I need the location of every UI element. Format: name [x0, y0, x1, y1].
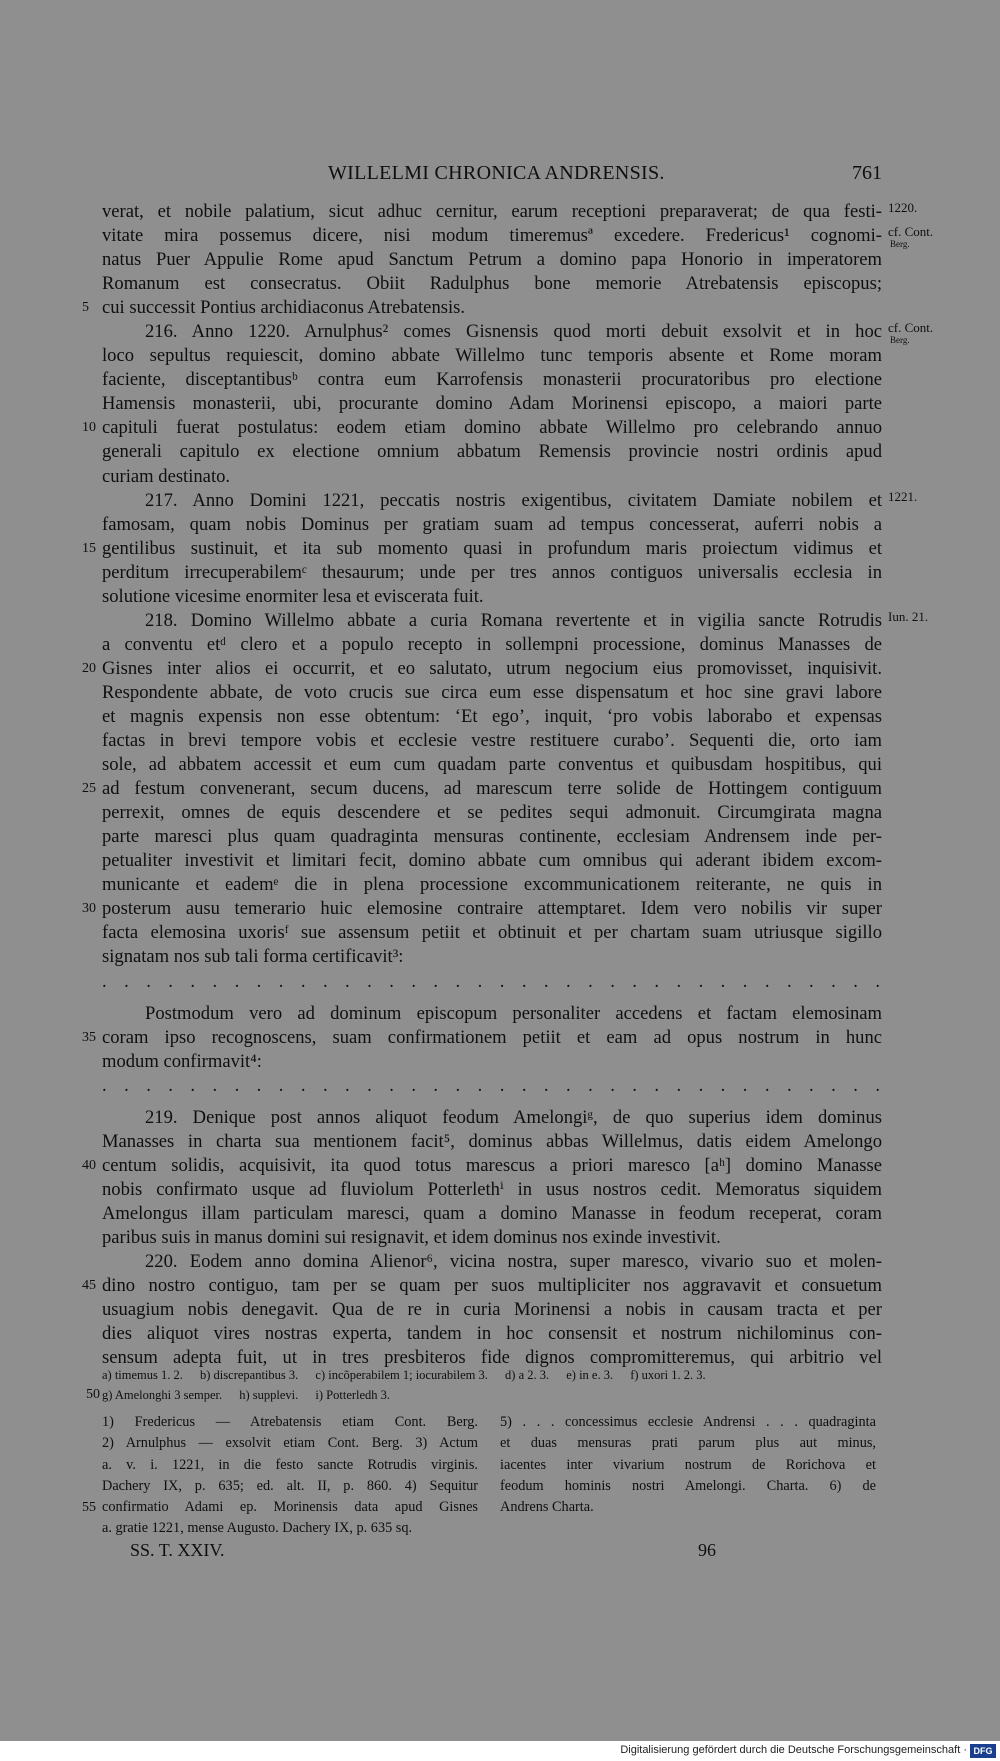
text-line: Manasses in charta sua mentionem facit⁵, dominus abbas Willelmus, datis eidem Amelongo — [102, 1130, 882, 1152]
line-number: 30 — [82, 901, 96, 917]
main-text — [82, 200, 934, 1370]
sheet-number: 96 — [698, 1540, 716, 1560]
margin-year: 1221. — [888, 488, 918, 504]
text-line: Amelongus illam particulam maresci, quam a domino Manasse in feodum receperat, coram — [102, 1202, 882, 1224]
note-line: 5) . . . concessimus ecclesie Andrensi . . . quadraginta — [500, 1414, 876, 1430]
apparatus-note: h) supplevi. — [239, 1388, 299, 1402]
text-line: Postmodum vero ad dominum episcopum personaliter accedens et factam elemosinam — [145, 1002, 882, 1024]
funding-footer — [0, 1741, 1000, 1761]
note-line: iacentes inter vivarium nostrum de Rorichova et — [500, 1456, 876, 1473]
apparatus-note: a) timemus 1. 2. — [102, 1368, 183, 1382]
paragraph-219-start: 219. Denique post annos aliquot feodum Amelongiᵍ, de quo superius idem dominus — [145, 1106, 882, 1128]
text-line: vitate mira possemus dicere, nisi modum timeremusª excedere. Fredericus¹ cognomi- cf. Cont. Berg. — [102, 224, 882, 248]
text-line: 35 coram ipso recognoscens, suam confirmationem petiit et eam ad opus nostrum in hunc — [102, 1026, 882, 1050]
text-line: factas in brevi tempore vobis et ecclesie vestre restituere curabo’. Sequenti die, orto iam — [102, 730, 882, 752]
text-line: loco sepultus requiescit, domino abbate Willelmo tunc temporis absente et Rome moram — [102, 345, 882, 367]
text-line: 20 Gisnes inter alios ei occurrit, et eo salutato, utrum negocium eius promovisset, inquisivit. — [102, 657, 882, 681]
text-line: municante et eademᵉ die in plena processione excommunicationem reiterante, ne quis in — [102, 874, 882, 896]
apparatus-note: i) Potterledh 3. — [315, 1388, 391, 1402]
text-line: et magnis expensis non esse obtentum: ‘Et ego’, inquit, ‘pro vobis laborabo et expensas — [102, 705, 882, 727]
text-line: 10 capituli fuerat postulatus: eodem etiam domino abbate Willelmo pro celebrando annuo — [102, 416, 882, 440]
text-line: modum confirmavit⁴: — [102, 1050, 262, 1072]
note-line: a. gratie 1221, mense Augusto. Dachery IX, p. 635 sq. — [102, 1520, 413, 1537]
note-line: Dachery IX, p. 635; ed. alt. II, p. 860. 4) Sequitur — [102, 1477, 478, 1494]
text-line: perditum irrecuperabilemᶜ thesaurum; unde per tres annos contiguos universalis ecclesia in — [102, 561, 882, 583]
note-line: 55 confirmatio Adami ep. Morinensis data apud Gisnes — [102, 1497, 478, 1518]
text-line: parte maresci plus quam quadraginta mensuras continente, ecclesiam Andrensem inde per- — [102, 826, 882, 848]
text-line: 5 cui successit Pontius archidiaconus Atrebatensis. — [102, 296, 882, 320]
note-line: 1) Fredericus — Atrebatensis etiam Cont. Berg. — [102, 1414, 478, 1430]
paragraph-216-start: 216. Anno 1220. Arnulphus² comes Gisnensis quod morti debuit exsolvit et in hoc cf. Cont. Berg. — [102, 320, 882, 344]
apparatus-note: b) discrepantibus 3. — [200, 1368, 299, 1382]
paragraph-217-start: 217. Anno Domini 1221, peccatis nostris exigentibus, civitatem Damiate nobilem et 1221. — [102, 489, 882, 513]
text-line: faciente, disceptantibusᵇ contra eum Karrofensis monasterii procuratoribus pro electione — [102, 369, 882, 391]
line-number: 20 — [82, 660, 96, 676]
apparatus-note: c) incõperabilem 1; iocurabilem 3. — [315, 1368, 488, 1382]
text-line: 25 ad festum convenerant, secum ducens, ad marescum terre solide de Hottingem contiguum — [102, 777, 882, 801]
text-line: 45 dino nostro contiguo, tam per se quam per suos multipliciter nos aggravavit et consuetum — [102, 1274, 882, 1298]
line-number: 40 — [82, 1157, 96, 1173]
apparatus-note: e) in e. 3. — [566, 1368, 614, 1382]
text-line: natus Puer Appulie Rome apud Sanctum Petrum a domino papa Honorio in imperatorem — [102, 249, 882, 271]
text-line: a conventu etᵈ clero et a populo recepto in sollempni processione, dominus Manasses de — [102, 633, 882, 655]
text-line: paribus suis in manus domini sui resignavit, et idem dominus nos exinde investivit. — [102, 1226, 721, 1248]
text-line: 30 posterum ausu temerario huic elemosine contraire attemptaret. Idem vero nobilis vir super — [102, 897, 882, 921]
funding-text: Digitalisierung gefördert durch die Deutsche Forschungsgemeinschaft · — [620, 1744, 967, 1756]
line-number: 10 — [82, 420, 96, 436]
paragraph-218-start: 218. Domino Willelmo abbate a curia Romana revertente et in vigilia sancte Rotrudis Iun. 21. — [102, 609, 882, 633]
text-line: usuagium nobis denegavit. Qua de re in curia Morinensi a nobis in causam tracta et per — [102, 1299, 882, 1321]
apparatus-line — [102, 1365, 882, 1385]
text-line: Romanum est consecratus. Obiit Radulphus bone memorie Atrebatensis episcopus; — [102, 273, 882, 295]
text-line: generali capitulo ex electione omnium abbatum Remensis provincie nostri ordinis apud — [102, 441, 882, 463]
text-line: nobis confirmato usque ad fluviolum Potterlethⁱ in usus nostros cedit. Memoratus siquidem — [102, 1178, 882, 1200]
line-number: 50 — [86, 1387, 100, 1402]
text-line: facta elemosina uxorisᶠ sue assensum petiit et obtinuit et per chartam suam utriusque sigillo — [102, 922, 882, 944]
line-number: 15 — [82, 540, 96, 556]
note-line: 2) Arnulphus — exsolvit etiam Cont. Berg. 3) Actum — [102, 1435, 478, 1452]
text-line: Hamensis monasterii, ubi, procurante domino Adam Morinensi episcopo, a maiori parte — [102, 393, 882, 415]
omission-dots: . . . . . . . . . . . . . . . . . . . . . . . . . . . . . . . . . . . . — [102, 1074, 882, 1096]
apparatus-line — [86, 1385, 882, 1405]
text-line: signatam nos sub tali forma certificavit³: — [102, 946, 404, 968]
text-line: sensum adepta fuit, ut in tres presbiteros fide dignos compromitteremus, qui arbitrio vel — [102, 1347, 882, 1369]
text-line: curiam destinato. — [102, 465, 231, 487]
margin-reference: cf. Cont. Berg. — [888, 320, 934, 346]
note-line: a. v. i. 1221, in die festo sancte Rotrudis virginis. — [102, 1456, 478, 1473]
line-number: 5 — [82, 300, 89, 316]
paragraph-220-start: 220. Eodem anno domina Alienor⁶, vicina nostra, super maresco, vivario suo et molen- — [145, 1251, 882, 1273]
text-line: sole, ad abbatem accessit et eum cum quadam parte conventus et quibusdam hospitibus, qui — [102, 754, 882, 776]
margin-date: Iun. 21. — [888, 608, 929, 624]
dfg-logo-icon: DFG — [970, 1744, 996, 1758]
note-line: feodum hominis nostri Amelongi. Charta. 6) de — [500, 1477, 876, 1494]
volume-mark: SS. T. XXIV. — [130, 1540, 225, 1560]
margin-year: 1220. — [888, 200, 918, 215]
note-line: et duas mensuras prati parum plus aut minus, — [500, 1435, 876, 1452]
line-number: 55 — [82, 1500, 96, 1516]
omission-dots: . . . . . . . . . . . . . . . . . . . . . . . . . . . . . . . . . . . . — [102, 970, 882, 992]
text-line: Respondente abbate, de voto crucis sue circa eum esse dispensatum et hoc sine gravi labore — [102, 681, 882, 703]
text-line: 40 centum solidis, acquisivit, ita quod totus marescus a priori maresco [aʰ] domino Manasse — [102, 1154, 882, 1178]
notes-right-column — [500, 1412, 876, 1518]
text-line: 15 gentilibus sustinuit, et ita sub momento quasi in profundum maris proiectum vidimus et — [102, 537, 882, 561]
text-line: dies aliquot vires nostras experta, tandem in hoc consensit et nostrum nichilominus con- — [102, 1323, 882, 1345]
line-number: 35 — [82, 1029, 96, 1045]
apparatus-note: g) Amelonghi 3 semper. — [102, 1388, 223, 1402]
text-line: solutione vicesime enormiter lesa et eviscerata fuit. — [102, 585, 484, 607]
apparatus-note: d) a 2. 3. — [505, 1368, 550, 1382]
notes-left-column — [82, 1412, 478, 1540]
page-header — [100, 162, 890, 192]
text-line: perrexit, omnes de equis descendere et se pedites sequi admonuit. Circumgirata magna — [102, 802, 882, 824]
note-line: Andrens Charta. — [500, 1499, 594, 1516]
text-line: famosam, quam nobis Dominus per gratiam suam ad tempus concesserat, auferri nobis a — [102, 513, 882, 535]
line-number: 25 — [82, 781, 96, 797]
running-title: WILLELMI CHRONICA ANDRENSIS. — [328, 162, 665, 184]
margin-reference: cf. Cont. Berg. — [888, 224, 934, 250]
text-line: verat, et nobile palatium, sicut adhuc cernitur, earum receptioni preparaverat; de qua festi- 1220. — [102, 200, 882, 224]
line-number: 45 — [82, 1278, 96, 1294]
apparatus-note: f) uxori 1. 2. 3. — [630, 1368, 706, 1382]
text-line: petualiter investivit et limitari fecit, domino abbate cum omnibus qui aderant ibidem excom- — [102, 850, 882, 872]
critical-apparatus — [86, 1365, 882, 1405]
page-number: 761 — [852, 162, 882, 184]
